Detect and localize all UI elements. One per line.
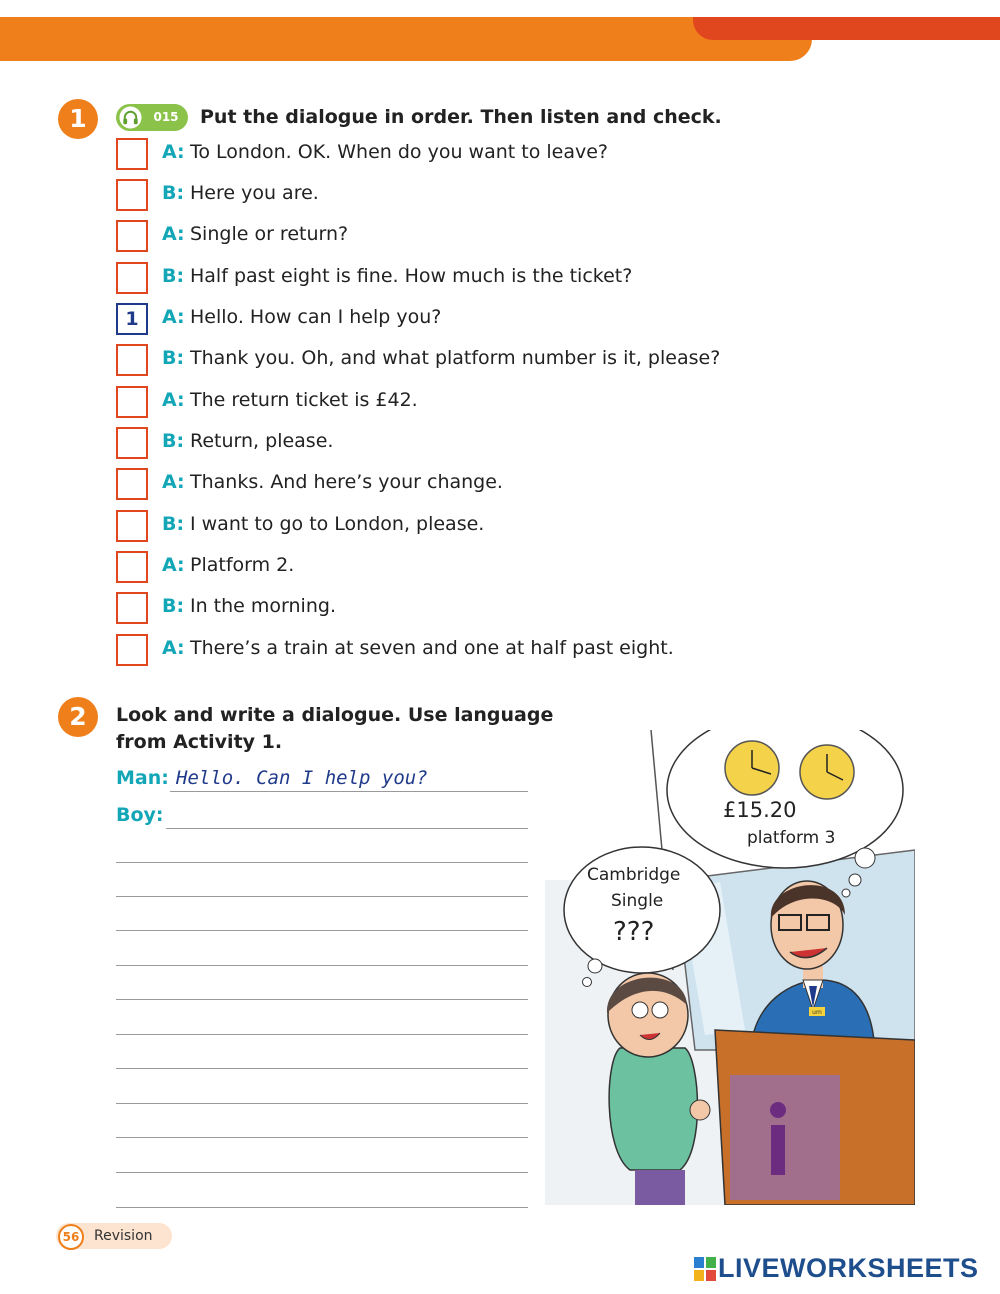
speaker-label: B: xyxy=(162,182,185,204)
dialogue-line xyxy=(116,468,796,500)
speaker-label: A: xyxy=(162,389,185,411)
dialogue-line xyxy=(116,303,796,335)
liveworksheets-logo-icon xyxy=(694,1257,716,1281)
writing-line[interactable] xyxy=(116,965,528,966)
dialogue-line xyxy=(116,344,796,376)
writing-line[interactable] xyxy=(116,1207,528,1208)
writing-line[interactable] xyxy=(116,1172,528,1173)
speaker-label: B: xyxy=(162,430,185,452)
dialogue-line xyxy=(116,220,796,252)
order-box[interactable] xyxy=(116,468,148,500)
speaker-label: A: xyxy=(162,554,185,576)
activity-2-instruction-line-2: from Activity 1. xyxy=(116,731,283,753)
dialogue-text: Platform 2. xyxy=(190,554,295,576)
footer-section-label: Revision xyxy=(94,1228,153,1244)
bubble-platform: platform 3 xyxy=(747,828,836,848)
bubble-question-marks: ??? xyxy=(613,917,655,947)
order-box[interactable] xyxy=(116,220,148,252)
order-box[interactable] xyxy=(116,592,148,624)
order-box[interactable] xyxy=(116,179,148,211)
dialogue-line xyxy=(116,592,796,624)
dialogue-text: To London. OK. When do you want to leave? xyxy=(190,141,608,163)
order-box[interactable] xyxy=(116,138,148,170)
speaker-label: B: xyxy=(162,513,185,535)
dialogue-line xyxy=(116,262,796,294)
dialogue-text: In the morning. xyxy=(190,595,336,617)
header-bar xyxy=(0,17,812,61)
audio-track-button[interactable] xyxy=(116,104,188,131)
writing-line[interactable] xyxy=(116,896,528,897)
audio-track-code: 015 xyxy=(153,110,179,124)
headphones-icon xyxy=(119,106,142,129)
writing-line[interactable] xyxy=(116,1103,528,1104)
order-box[interactable] xyxy=(116,634,148,666)
dialogue-text: There’s a train at seven and one at half past eight. xyxy=(190,637,674,659)
speaker-label: B: xyxy=(162,265,185,287)
writing-line[interactable] xyxy=(116,862,528,863)
bubble-price: £15.20 xyxy=(723,798,797,822)
clock-icon xyxy=(725,741,779,795)
activity-1-number: 1 xyxy=(58,99,98,139)
writing-line[interactable] xyxy=(116,999,528,1000)
dialogue-line xyxy=(116,427,796,459)
boy-label: Boy: xyxy=(116,804,164,826)
liveworksheets-wordmark: LIVEWORKSHEETS xyxy=(718,1253,979,1283)
dialogue-text: Thank you. Oh, and what platform number is it, please? xyxy=(190,347,721,369)
dialogue-text: Thanks. And here’s your change. xyxy=(190,471,503,493)
bubble-destination: Cambridge xyxy=(587,865,681,885)
speaker-label: A: xyxy=(162,223,185,245)
dialogue-text: Hello. How can I help you? xyxy=(190,306,442,328)
dialogue-text: The return ticket is £42. xyxy=(190,389,418,411)
order-box[interactable] xyxy=(116,262,148,294)
speaker-label: A: xyxy=(162,471,185,493)
clock-icon xyxy=(800,745,854,799)
dialogue-line xyxy=(116,634,796,666)
activity-1-instruction: Put the dialogue in order. Then listen and check. xyxy=(200,106,722,128)
order-box[interactable] xyxy=(116,386,148,418)
speaker-label: B: xyxy=(162,595,185,617)
dialogue-text: Single or return? xyxy=(190,223,349,245)
writing-line[interactable] xyxy=(116,1068,528,1069)
dialogue-line xyxy=(116,510,796,542)
activity-2-instruction-line-1: Look and write a dialogue. Use language xyxy=(116,704,554,726)
dialogue-text: Here you are. xyxy=(190,182,319,204)
dialogue-line xyxy=(116,551,796,583)
man-label: Man: xyxy=(116,767,169,789)
dialogue-line xyxy=(116,386,796,418)
speaker-label: A: xyxy=(162,637,185,659)
answer-line xyxy=(166,828,528,829)
dialogue-line xyxy=(116,138,796,170)
order-box[interactable] xyxy=(116,551,148,583)
answer-line xyxy=(170,791,528,792)
page-number: 56 xyxy=(58,1224,84,1250)
speaker-label: B: xyxy=(162,347,185,369)
man-answer-field[interactable]: Hello. Can I help you? xyxy=(176,767,428,789)
order-box[interactable] xyxy=(116,427,148,459)
name-badge-text: um xyxy=(812,1009,822,1016)
order-box[interactable]: 1 xyxy=(116,303,148,335)
order-box[interactable] xyxy=(116,344,148,376)
dialogue-line xyxy=(116,179,796,211)
bubble-ticket-type: Single xyxy=(611,891,664,911)
dialogue-text: Half past eight is fine. How much is the ticket? xyxy=(190,265,633,287)
ticket-office-illustration xyxy=(545,730,915,1205)
writing-line[interactable] xyxy=(116,930,528,931)
speaker-label: A: xyxy=(162,141,185,163)
header-accent-bar xyxy=(693,17,1000,40)
dialogue-text: Return, please. xyxy=(190,430,334,452)
writing-line[interactable] xyxy=(116,1034,528,1035)
writing-line[interactable] xyxy=(116,1137,528,1138)
activity-2-number: 2 xyxy=(58,697,98,737)
speaker-label: A: xyxy=(162,306,185,328)
order-box[interactable] xyxy=(116,510,148,542)
dialogue-text: I want to go to London, please. xyxy=(190,513,485,535)
